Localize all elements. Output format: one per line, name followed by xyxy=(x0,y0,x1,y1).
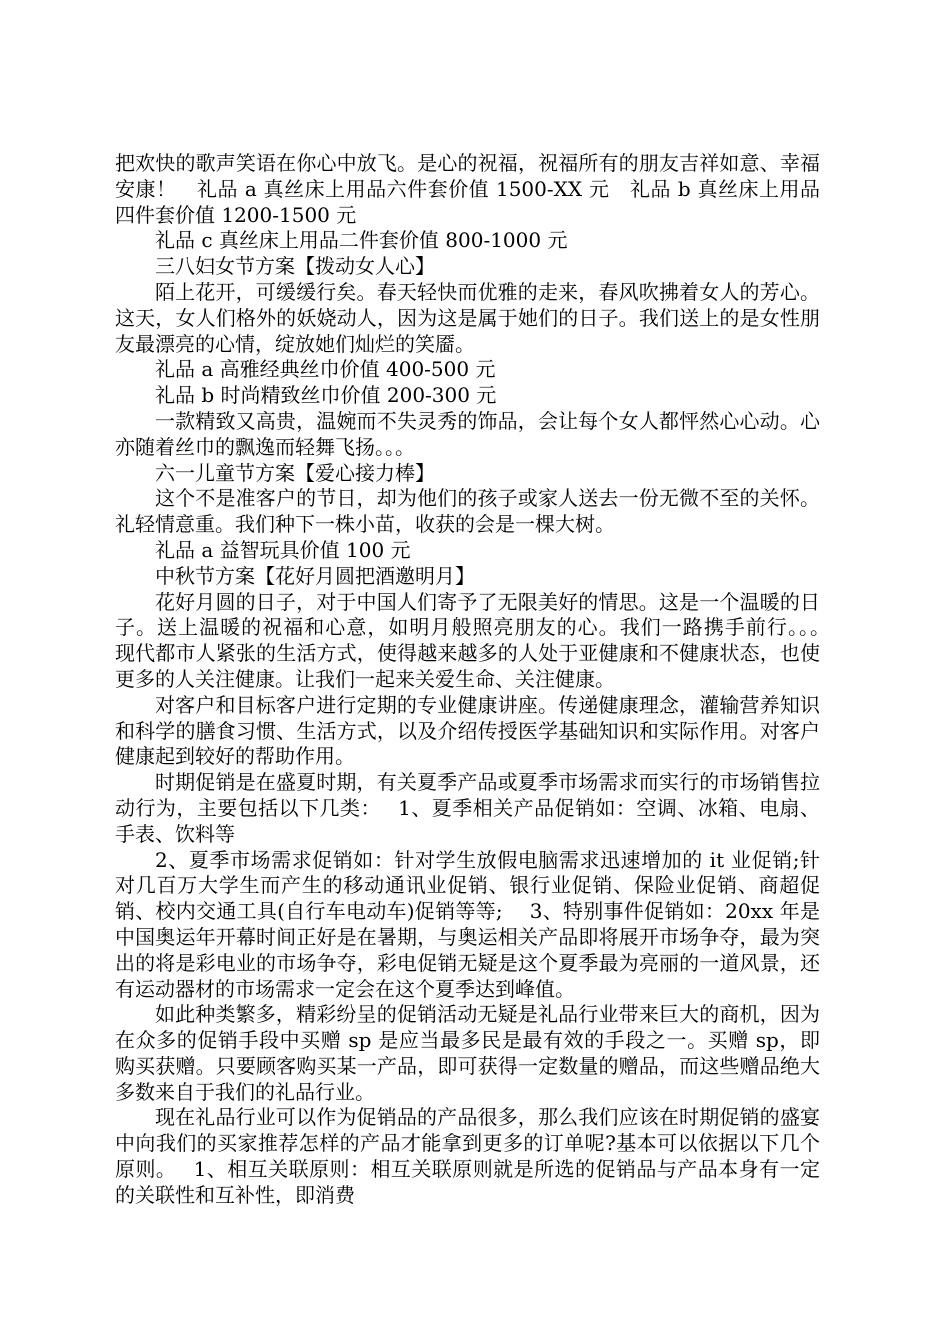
section-heading: 六一儿童节方案【爱心接力棒】 xyxy=(155,460,435,485)
paragraph: 礼品 c 真丝床上用品二件套价值 800-1000 元 xyxy=(155,228,568,253)
paragraph: 这个不是准客户的节日，却为他们的孩子或家人送去一份无微不至的关怀。礼轻情意重。我们种下一株小苗，收获的会是一棵大树。 xyxy=(115,486,820,537)
paragraph: 现在礼品行业可以作为促销品的产品很多，那么我们应该在时期促销的盛宴中向我们的买家推荐怎样的产品才能拿到更多的订单呢?基本可以依据以下几个原则。 1、相互关联原则：相互关联原则就是所选的促销品与产品本身有一定的关联性和互补性，即消费 xyxy=(115,1105,820,1207)
paragraph: 一款精致又高贵，温婉而不失灵秀的饰品，会让每个女人都怦然心心动。心亦随着丝巾的飘逸而轻舞飞扬。。。 xyxy=(115,408,820,459)
paragraph: 把欢快的歌声笑语在你心中放飞。是心的祝福，祝福所有的朋友吉祥如意、幸福安康！ 礼品 a 真丝床上用品六件套价值 1500-XX 元 礼品 b 真丝床上用品四件套价值 1200-1500 元 xyxy=(115,151,820,227)
paragraph: 2、夏季市场需求促销如：针对学生放假电脑需求迅速增加的 it 业促销;针对几百万大学生而产生的移动通讯业促销、银行业促销、保险业促销、商超促销、校内交通工具(自行车电动车)促销等等; 3、特别事件促销如：20xx 年是中国奥运年开幕时间正好是在暑期，与奥运相关产品即将展开市场争夺，最为突出的将是彩电业的市场争夺，彩电促销无疑是这个夏季最为亮丽的一道风景，还有运动器材的市场需求一定会在这个夏季达到峰值。 xyxy=(115,847,820,1001)
paragraph: 如此种类繁多，精彩纷呈的促销活动无疑是礼品行业带来巨大的商机，因为在众多的促销手段中买赠 sp 是应当最多民是最有效的手段之一。买赠 sp，即购买获赠。只要顾客购买某一产品，即可获得一定数量的赠品，而这些赠品绝大多数来自于我们的礼品行业。 xyxy=(115,1002,820,1104)
paragraph: 礼品 b 时尚精致丝巾价值 200-300 元 xyxy=(155,383,497,408)
section-heading: 中秋节方案【花好月圆把酒邀明月】 xyxy=(155,563,475,588)
paragraph: 花好月圆的日子，对于中国人们寄予了无限美好的情思。这是一个温暖的日子。送上温暖的祝福和心意，如明月般照亮朋友的心。我们一路携手前行。。。 现代都市人紧张的生活方式，使得越来越多的人处于亚健康和不健康状态，也使更多的人关注健康。让我们一起来关爱生命、关注健康。 xyxy=(115,589,847,691)
paragraph: 对客户和目标客户进行定期的专业健康讲座。传递健康理念，灌输营养知识和科学的膳食习惯、生活方式，以及介绍传授医学基础知识和实际作用。对客户健康起到较好的帮助作用。 xyxy=(115,692,820,769)
paragraph: 礼品 a 高雅经典丝巾价值 400-500 元 xyxy=(155,357,496,382)
document-body xyxy=(115,151,847,1209)
paragraph: 陌上花开，可缓缓行矣。春天轻快而优雅的走来，春风吹拂着女人的芳心。这天，女人们格外的妖娆动人，因为这是属于她们的日子。我们送上的是女性朋友最漂亮的心情，绽放她们灿烂的笑靥。 xyxy=(115,279,820,356)
section-heading: 三八妇女节方案【拨动女人心】 xyxy=(155,254,435,279)
paragraph: 时期促销是在盛夏时期，有关夏季产品或夏季市场需求而实行的市场销售拉动行为，主要包括以下几类： 1、夏季相关产品促销如：空调、冰箱、电扇、手表、饮料等 xyxy=(115,770,820,846)
paragraph: 礼品 a 益智玩具价值 100 元 xyxy=(155,537,411,562)
